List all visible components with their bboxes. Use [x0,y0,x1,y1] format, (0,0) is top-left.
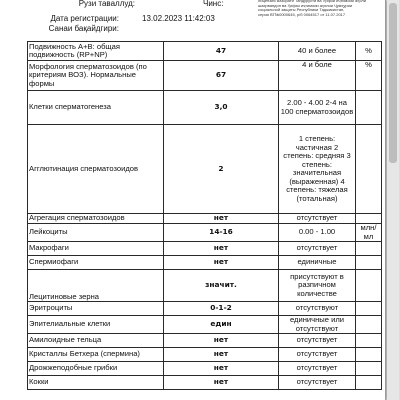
table-row [28,316,382,334]
reference-range: 2.00 - 4.00 2-4 на 100 сперматозоидов [279,91,356,125]
registration-date-value: 13.02.2023 11:42:03 [142,14,215,23]
license-line: социальной защиты Республики Таджикистан, [258,7,345,13]
table-row [28,242,382,256]
reference-range: 40 и более [279,42,356,61]
test-value: нет [164,242,279,256]
test-name: Морфология сперматозоидов (по критериям ВОЗ). Нормальные формы [28,61,164,91]
test-name: Амилоидные тельца [28,334,164,348]
test-value: 67 [164,61,279,91]
unit [356,125,382,214]
test-name: Эпителиальные клетки [28,316,164,334]
license-note [258,0,378,17]
unit [356,316,382,334]
registration-label: Санаи бақайдгири: [48,24,119,33]
test-value: 47 [164,42,279,61]
table-row [28,376,382,390]
unit [356,348,382,362]
registration-date-label: Дата регистрации: [50,14,119,23]
test-name: Дрожжеподобные грибки [28,362,164,376]
test-value: значит. [164,270,279,302]
reference-range: присутствуют в разпичном количестве [279,270,356,302]
reference-range: отсутствует [279,242,356,256]
table-row [28,256,382,270]
reference-range: 1 степень: частичная 2 степень: средняя 3 степень: значительная (выраженная) 4 степень: тяжелая (тотальная) [279,125,356,214]
test-name: Спермиофаги [28,256,164,270]
table-row [28,61,382,91]
reference-range: отсутствует [279,376,356,390]
test-name: Эритроциты [28,302,164,316]
reference-range: 0.00 - 1.00 [279,224,356,242]
test-value: нет [164,362,279,376]
test-name: Клетки сперматогенеза [28,91,164,125]
unit [356,302,382,316]
unit: % [356,42,382,61]
reference-range: отсутствует [279,214,356,224]
license-line: лицензия Вазорати Тандурустӣ ва Ҳифзи иҷтимоии аҳолӣ [258,0,366,3]
reference-range: отсутствует [279,348,356,362]
unit [356,334,382,348]
birth-date-label: Рузи таваллуд: [78,0,135,8]
test-value: един [164,316,279,334]
reference-range: 4 и боле [279,61,356,91]
license-line: шахрвандон ва Ҳифзи иҷтимоии аҳолии Ҷумҳурии [258,2,353,8]
reference-range: единичные [279,256,356,270]
vertical-scrollbar[interactable] [387,0,399,400]
test-name: Кокки [28,376,164,390]
reference-range: отсутствует [279,334,356,348]
test-name: Кристаллы Бетхера (спермина) [28,348,164,362]
test-value: 14-16 [164,224,279,242]
test-value: нет [164,376,279,390]
test-name: Агглютинация сперматозоидов [28,125,164,214]
unit [356,256,382,270]
test-name: Макрофаги [28,242,164,256]
reference-range: отсутствуют [279,302,356,316]
license-line: серия ВТ№0000645, р/б 0064517 от 11.07.2017 [258,11,346,17]
test-value: нет [164,214,279,224]
test-value: нет [164,334,279,348]
table-row [28,214,382,224]
test-value: 3,0 [164,91,279,125]
report-header [0,0,385,40]
table-row [28,224,382,242]
table-row [28,348,382,362]
test-value: нет [164,348,279,362]
test-name: Лецитиновые зерна [28,270,164,302]
table-row [28,91,382,125]
test-name: Подвижность А+В: общая подвижность (RP+NP) [28,42,164,61]
test-value: нет [164,256,279,270]
table-row [28,270,382,302]
table-row [28,362,382,376]
unit [356,242,382,256]
test-value: 0-1-2 [164,302,279,316]
unit [356,91,382,125]
reference-range: единичные или отсутствуют [279,316,356,334]
unit: % [356,61,382,91]
unit [356,214,382,224]
table-row [28,334,382,348]
test-name: Лейкоциты [28,224,164,242]
reference-range: отсутствует [279,362,356,376]
results-table [27,41,382,390]
test-name: Агрегация сперматозоидов [28,214,164,224]
unit: млн/мл [356,224,382,242]
unit [356,376,382,390]
table-row [28,302,382,316]
table-row [28,42,382,61]
gender-label: Чинс: [203,0,224,8]
test-value: 2 [164,125,279,214]
unit [356,270,382,302]
unit [356,362,382,376]
scrollbar-thumb[interactable] [389,3,397,163]
table-row [28,125,382,214]
